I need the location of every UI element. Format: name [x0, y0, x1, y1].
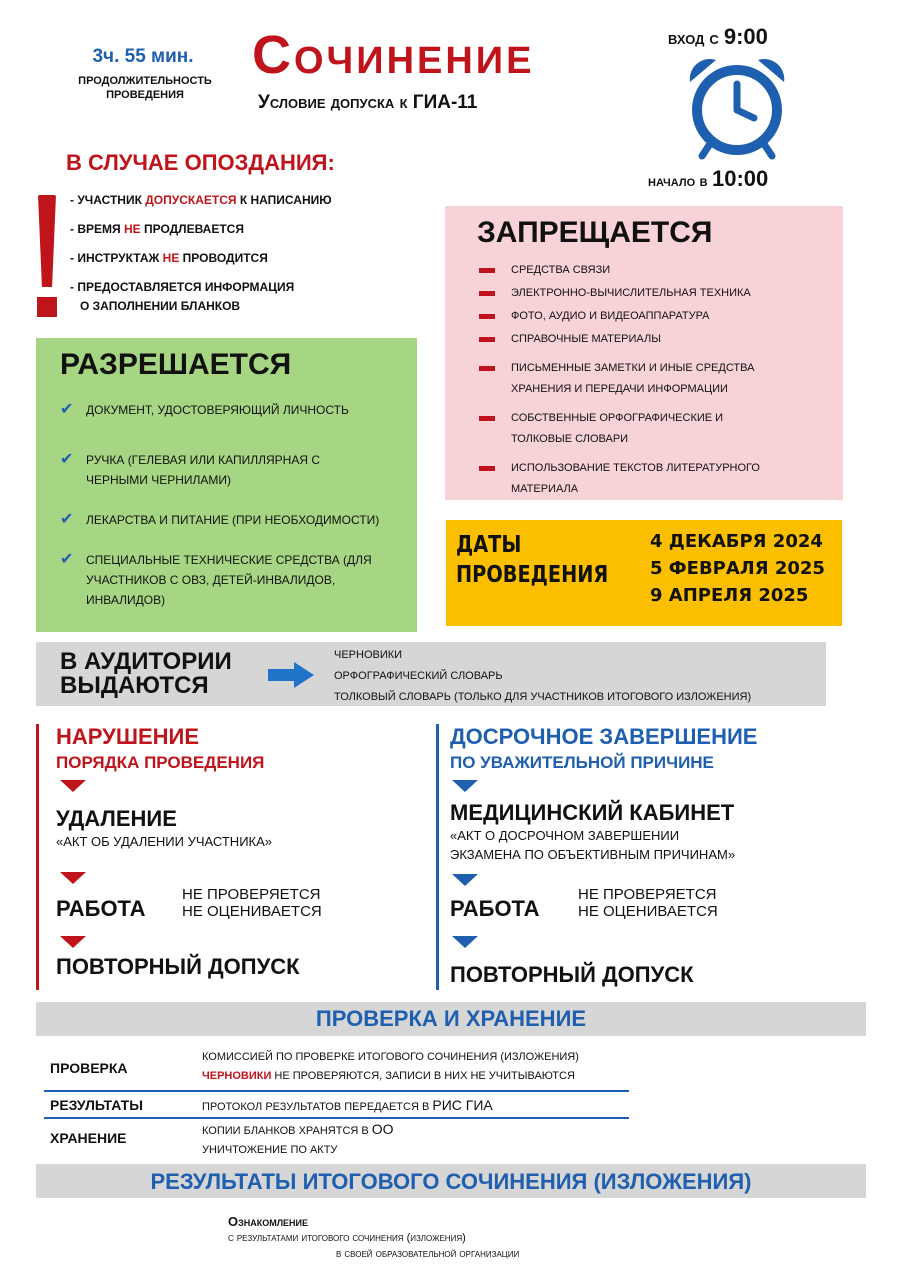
check-store-title: ПРОВЕРКА И ХРАНЕНИЕ [36, 1002, 866, 1036]
list-item: СОБСТВЕННЫЕ ОРФОГРАФИЧЕСКИЕ И ТОЛКОВЫЕ СЛОВАРИ [479, 408, 779, 450]
page-subtitle: Условие допуска к ГИА-11 [258, 92, 478, 113]
duration-value: 3ч. 55 мин. [92, 46, 194, 67]
list-item: ЭЛЕКТРОННО-ВЫЧИСЛИТЕЛЬНАЯ ТЕХНИКА [479, 283, 829, 304]
arrow-down-icon [60, 872, 86, 884]
dash-icon [479, 314, 495, 319]
list-item: ОРФОГРАФИЧЕСКИЙ СЛОВАРЬ [334, 670, 503, 682]
violation-title: НАРУШЕНИЕ [56, 724, 199, 749]
list-item: - ИНСТРУКТАЖ НЕ ПРОВОДИТСЯ [70, 251, 268, 265]
early-subtitle: ПО УВАЖИТЕЛЬНОЙ ПРИЧИНЕ [450, 753, 714, 772]
work-title: РАБОТА [56, 896, 146, 921]
violation-divider [36, 724, 39, 990]
dash-icon [479, 466, 495, 471]
auditorium-panel [36, 642, 826, 706]
dash-icon [479, 366, 495, 371]
alarm-clock-icon [682, 52, 792, 162]
date-item: 9 АПРЕЛЯ 2025 [650, 585, 809, 606]
start-time: начало в 10:00 [648, 166, 769, 191]
list-item: СРЕДСТВА СВЯЗИ [479, 260, 829, 281]
dates-label: ДАТЫ ПРОВЕДЕНИЯ [456, 532, 609, 588]
forbidden-panel [445, 206, 843, 500]
list-item: - ПРЕДОСТАВЛЯЕТСЯ ИНФОРМАЦИЯ [70, 280, 295, 294]
list-item: ✔ ЛЕКАРСТВА И ПИТАНИЕ (ПРИ НЕОБХОДИМОСТИ) [60, 511, 380, 528]
list-item: ТОЛКОВЫЙ СЛОВАРЬ (ТОЛЬКО ДЛЯ УЧАСТНИКОВ ИТОГОВОГО ИЗЛОЖЕНИЯ) [334, 691, 752, 703]
late-title: В СЛУЧАЕ ОПОЗДАНИЯ: [66, 150, 335, 175]
dates-list [650, 528, 825, 609]
list-item: ПИСЬМЕННЫЕ ЗАМЕТКИ И ИНЫЕ СРЕДСТВА ХРАНЕНИЯ И ПЕРЕДАЧИ ИНФОРМАЦИИ [479, 358, 779, 400]
list-item: - УЧАСТНИК ДОПУСКАЕТСЯ К НАПИСАНИЮ [70, 193, 332, 207]
exclamation-icon [38, 195, 56, 287]
auditorium-list [334, 645, 751, 708]
arrow-down-icon [452, 874, 478, 886]
list-item: ЧЕРНОВИКИ [334, 649, 403, 661]
row-text-results: ПРОТОКОЛ РЕЗУЛЬТАТОВ ПЕРЕДАЕТСЯ В РИС ГИА [202, 1097, 493, 1113]
work-title: РАБОТА [450, 896, 540, 921]
allowed-title: РАЗРЕШАЕТСЯ [60, 348, 292, 381]
entry-time: вход с 9:00 [668, 24, 768, 49]
work-note: НЕ ПРОВЕРЯЕТСЯ НЕ ОЦЕНИВАЕТСЯ [578, 886, 718, 920]
late-list [70, 192, 440, 327]
forbidden-title: ЗАПРЕЩАЕТСЯ [477, 216, 713, 249]
checkmark-icon: ✔ [60, 551, 74, 568]
violation-subtitle: ПОРЯДКА ПРОВЕДЕНИЯ [56, 753, 265, 772]
removal-title: УДАЛЕНИЕ [56, 806, 177, 831]
list-item: ✔ СПЕЦИАЛЬНЫЕ ТЕХНИЧЕСКИЕ СРЕДСТВА (ДЛЯ УЧАСТНИКОВ С ОВЗ, ДЕТЕЙ-ИНВАЛИДОВ, ИНВАЛИДОВ) [60, 550, 410, 610]
arrow-down-icon [452, 936, 478, 948]
row-text-storage: КОПИИ БЛАНКОВ ХРАНЯТСЯ В ОО УНИЧТОЖЕНИЕ ПО АКТУ [202, 1121, 394, 1156]
list-item: - ВРЕМЯ НЕ ПРОДЛЕВАЕТСЯ [70, 222, 244, 236]
list-item: ФОТО, АУДИО И ВИДЕОАППАРАТУРА [479, 306, 829, 327]
auditorium-title: В АУДИТОРИИ ВЫДАЮТСЯ [60, 648, 232, 699]
early-title: ДОСРОЧНОЕ ЗАВЕРШЕНИЕ [450, 724, 758, 749]
allowed-panel [36, 338, 417, 632]
divider [44, 1117, 629, 1119]
arrow-down-icon [60, 936, 86, 948]
row-label-results: РЕЗУЛЬТАТЫ [50, 1097, 143, 1113]
dash-icon [479, 268, 495, 273]
removal-act: «АКТ ОБ УДАЛЕНИИ УЧАСТНИКА» [56, 834, 273, 849]
dash-icon [479, 337, 495, 342]
row-label-storage: ХРАНЕНИЕ [50, 1130, 127, 1146]
arrow-down-icon [452, 780, 478, 792]
arrow-down-icon [60, 780, 86, 792]
readmission-title: ПОВТОРНЫЙ ДОПУСК [450, 962, 694, 987]
results-title: РЕЗУЛЬТАТЫ ИТОГОВОГО СОЧИНЕНИЯ (ИЗЛОЖЕНИЯ) [36, 1164, 866, 1198]
arrow-right-icon [268, 662, 314, 688]
results-info: Ознакомление с результатами итогового сочинения (изложения) в своей образовательной организации [228, 1214, 520, 1260]
row-text-check: КОМИССИЕЙ ПО ПРОВЕРКЕ ИТОГОВОГО СОЧИНЕНИЯ (ИЗЛОЖЕНИЯ) ЧЕРНОВИКИ НЕ ПРОВЕРЯЮТСЯ, ЗАПИСИ В НИХ НЕ УЧИТЫВАЮТСЯ [202, 1051, 579, 1082]
dates-panel [446, 520, 842, 626]
list-item: ✔ ДОКУМЕНТ, УДОСТОВЕРЯЮЩИЙ ЛИЧНОСТЬ [60, 401, 349, 418]
early-act: «АКТ О ДОСРОЧНОМ ЗАВЕРШЕНИИ ЭКЗАМЕНА ПО ОБЪЕКТИВНЫМ ПРИЧИНАМ» [450, 828, 736, 862]
dash-icon [479, 416, 495, 421]
list-item: СПРАВОЧНЫЕ МАТЕРИАЛЫ [479, 329, 829, 350]
checkmark-icon: ✔ [60, 451, 74, 468]
dash-icon [479, 291, 495, 296]
date-item: 5 ФЕВРАЛЯ 2025 [650, 558, 825, 579]
page-title: Сочинение [252, 25, 535, 85]
medical-room-title: МЕДИЦИНСКИЙ КАБИНЕТ [450, 800, 735, 825]
list-item: О ЗАПОЛНЕНИИ БЛАНКОВ [80, 299, 241, 313]
exclamation-dot [37, 297, 57, 317]
checkmark-icon: ✔ [60, 511, 74, 528]
list-item: ✔ РУЧКА (ГЕЛЕВАЯ ИЛИ КАПИЛЛЯРНАЯ С ЧЕРНЫМИ ЧЕРНИЛАМИ) [60, 450, 340, 490]
early-divider [436, 724, 439, 990]
divider [44, 1090, 629, 1092]
row-label-check: ПРОВЕРКА [50, 1060, 128, 1076]
duration-caption: ПРОДОЛЖИТЕЛЬНОСТЬ ПРОВЕДЕНИЯ [78, 75, 212, 101]
list-item: ИСПОЛЬЗОВАНИЕ ТЕКСТОВ ЛИТЕРАТУРНОГО МАТЕРИАЛА [479, 458, 809, 500]
readmission-title: ПОВТОРНЫЙ ДОПУСК [56, 954, 300, 979]
work-note: НЕ ПРОВЕРЯЕТСЯ НЕ ОЦЕНИВАЕТСЯ [182, 886, 322, 920]
date-item: 4 ДЕКАБРЯ 2024 [650, 531, 823, 552]
checkmark-icon: ✔ [60, 401, 74, 418]
